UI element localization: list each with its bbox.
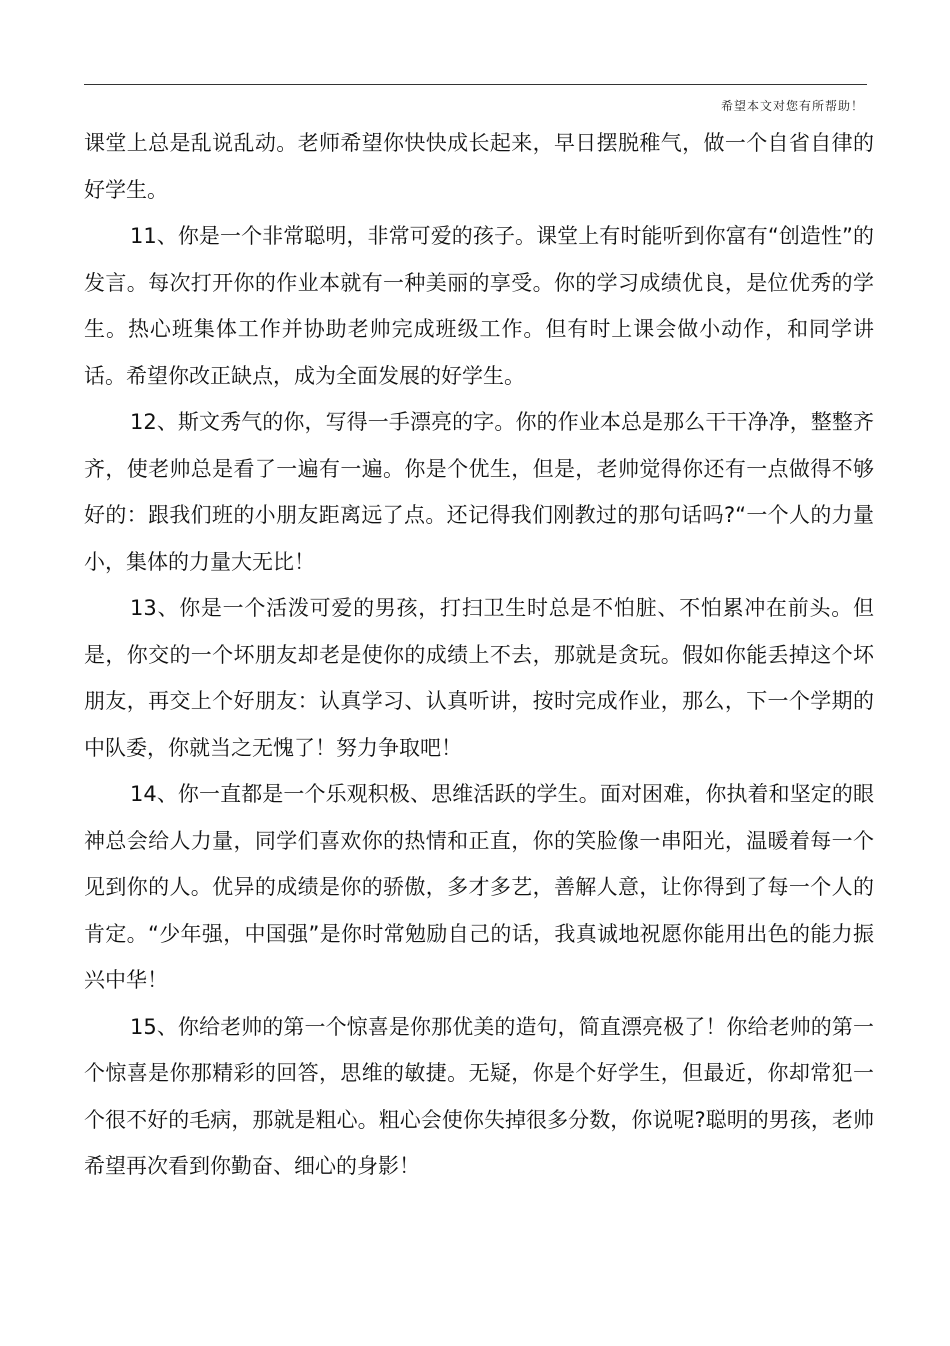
- paragraph-15: 15、你给老帅的第一个惊喜是你那优美的造句，简直漂亮极了！你给老帅的第一个惊喜是你那精彩的回答，思维的敏捷。无疑，你是个好学生，但最近，你却常犯一个很不好的毛病，那就是粗心。粗心会使你失掉很多分数，你说呢?聪明的男孩，老帅希望再次看到你勤奋、细心的身影！: [84, 1014, 874, 1178]
- paragraph-12: 12、斯文秀气的你，写得一手漂亮的字。你的作业本总是那么干干净净，整整齐齐，使老帅总是看了一遍有一遍。你是个优生，但是，老帅觉得你还有一点做得不够好的：跟我们班的小朋友距离远了点。还记得我们刚教过的那句话吗?“一个人的力量小，集体的力量大无比！: [84, 410, 874, 574]
- paragraph-13: 13、你是一个活泼可爱的男孩，打扫卫生时总是不怕脏、不怕累冲在前头。但是，你交的一个坏朋友却老是使你的成绩上不去，那就是贪玩。假如你能丢掉这个坏朋友，再交上个好朋友：认真学习、认真听讲，按时完成作业，那么，下一个学期的中队委，你就当之无愧了！努力争取吧！: [84, 596, 874, 760]
- header-divider: [84, 84, 867, 85]
- paragraph-11: 11、你是一个非常聪明，非常可爱的孩子。课堂上有时能听到你富有“创造性”的发言。每次打开你的作业本就有一种美丽的享受。你的学习成绩优良，是位优秀的学生。热心班集体工作并协助老帅完成班级工作。但有时上课会做小动作，和同学讲话。希望你改正缺点，成为全面发展的好学生。: [84, 224, 874, 388]
- document-body: [84, 120, 874, 1190]
- header-note: 希望本文对您有所帮助！: [720, 99, 864, 113]
- paragraph-continuation: 课堂上总是乱说乱动。老师希望你快快成长起来，早日摆脱稚气，做一个自省自律的好学生。: [84, 131, 874, 202]
- paragraph-14: 14、你一直都是一个乐观积极、思维活跃的学生。面对困难，你执着和坚定的眼神总会给人力量，同学们喜欢你的热情和正直，你的笑脸像一串阳光，温暖着每一个见到你的人。优异的成绩是你的骄傲，多才多艺，善解人意，让你得到了每一个人的肯定。“少年强，中国强”是你时常勉励自己的话，我真诚地祝愿你能用出色的能力振兴中华！: [84, 782, 874, 992]
